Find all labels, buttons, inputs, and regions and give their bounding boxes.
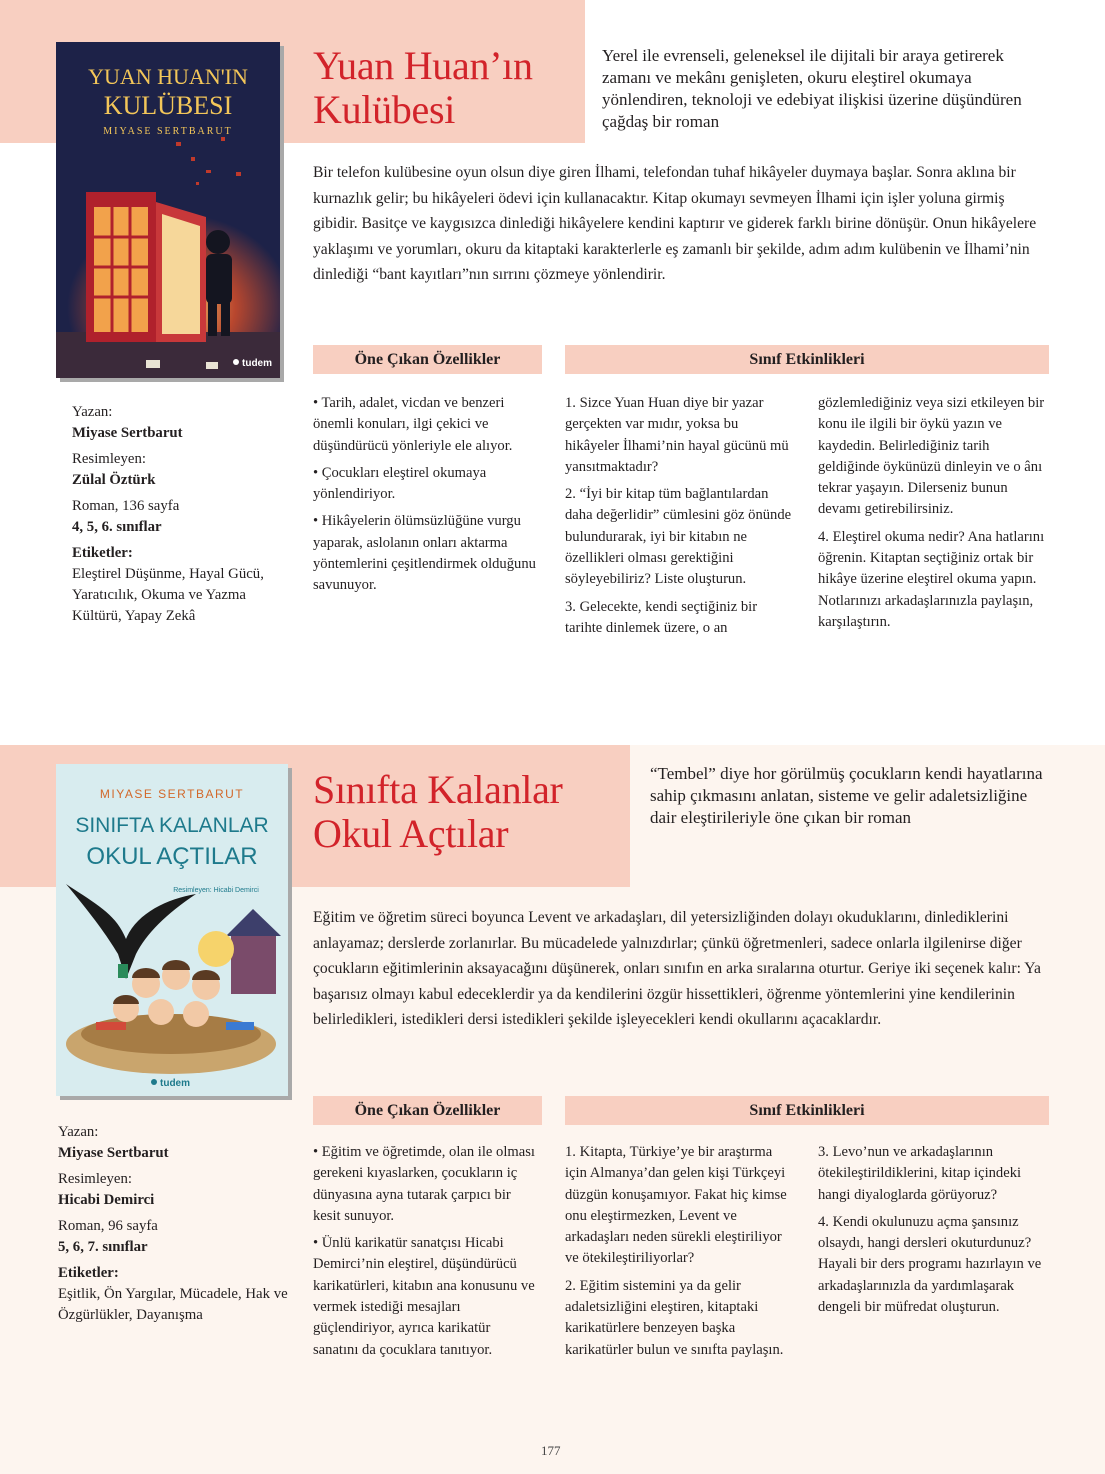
feature-item: • Ünlü karikatür sanatçısı Hicabi Demirci’nin eleştirel, düşündürücü karikatürleri, kitabın ana konusunu ve vermek istediği mesajları güçlendiriyor, ayrıca karikatür sanatını da çocuklara tanıtıyor. bbox=[313, 1235, 535, 1358]
features-list-2 bbox=[313, 1142, 538, 1367]
illustrator-label: Resimleyen: bbox=[58, 1171, 132, 1187]
activity-item: 3. Gelecekte, kendi seçtiğiniz bir tarihte dinlemek üzere, o an bbox=[565, 598, 758, 636]
cover-1-title-line1: YUAN HUAN'IN bbox=[88, 64, 248, 89]
book-2-tagline: “Tembel” diye hor görülmüş çocukların kendi hayatlarına sahip çıkmasını anlatan, sisteme ve gelir adaletsizliğine dair eleştirileriyle öne çıkan bir roman bbox=[650, 764, 1043, 827]
activities-col1-1 bbox=[565, 393, 795, 645]
cover-2-author: MIYASE SERTBARUT bbox=[99, 787, 245, 801]
author-name: Miyase Sertbarut bbox=[58, 1145, 169, 1161]
book-1-title-line2: Kulübesi bbox=[313, 87, 456, 132]
book-1-meta bbox=[72, 402, 272, 627]
feature-item: • Tarih, adalet, vicdan ve benzeri önemli konuları, ilgi çekici ve düşündürücü yönleriyle ele alıyor. bbox=[313, 395, 513, 454]
cover-1-title-line2: KULÜBESI bbox=[103, 91, 233, 120]
activity-item: gözlemlediğiniz veya sizi etkileyen bir konu ile ilgili bir öykü yazın ve kaydedin. Belirlediğiniz tarih geldiğinde öykünüzü dinleyin ve o ânı tekrar yaşayın. Dilerseniz bunun devamı getirebilirsiniz. bbox=[818, 395, 1045, 518]
activities-col1-2 bbox=[565, 1142, 795, 1367]
feature-item: • Çocukları eleştirel okumaya yönlendiriyor. bbox=[313, 464, 487, 503]
activities-header-2: Sınıf Etkinlikleri bbox=[565, 1096, 1049, 1125]
cover-2-illustrator-note: Resimleyen: Hicabi Demirci bbox=[173, 887, 259, 894]
illustrator-name: Zülal Öztürk bbox=[72, 472, 156, 488]
activities-col2-1 bbox=[818, 393, 1048, 639]
activity-item: 3. Levo’nun ve arkadaşlarının ötekileştirildiklerini, kitap içindeki hangi diyaloglarda görüyoruz? bbox=[818, 1144, 1022, 1203]
activities-header-1: Sınıf Etkinlikleri bbox=[565, 345, 1049, 374]
cover-1-author: MIYASE SERTBARUT bbox=[103, 126, 233, 137]
book-1-tagline: Yerel ile evrenseli, geleneksel ile dijitali bir araya getirerek zamanı ve mekânı genişleten, okuru eleştirel okumaya yönlendiren, teknoloji ve edebiyat ilişkisi üzerine düşündüren çağdaş bir roman bbox=[602, 46, 1022, 131]
feature-item: • Eğitim ve öğretimde, olan ile olması gerekeni kıyaslarken, çocukların iç dünyasına ayna tutarak çarpıcı bir kesit sunuyor. bbox=[313, 1144, 535, 1224]
features-header-1: Öne Çıkan Özellikler bbox=[313, 345, 542, 374]
book-cover-2 bbox=[56, 764, 288, 1096]
book-1-title bbox=[313, 44, 533, 132]
book-format: Roman, 96 sayfa bbox=[58, 1218, 158, 1234]
book-1-title-line1: Yuan Huan’ın bbox=[313, 43, 533, 88]
tags-list: Eşitlik, Ön Yargılar, Mücadele, Hak ve Özgürlükler, Dayanışma bbox=[58, 1286, 288, 1323]
activity-item: 4. Eleştirel okuma nedir? Ana hatlarını öğrenin. Kitaptan seçtiğiniz ortak bir hikâye üzerine eleştirel okuma yapın. Notlarınızı arkadaşlarınızla paylaşın, karşılaştırın. bbox=[818, 528, 1045, 630]
book-2-title bbox=[313, 768, 563, 856]
book-format: Roman, 136 sayfa bbox=[72, 498, 180, 514]
book-2-summary: Eğitim ve öğretim süreci boyunca Levent ve arkadaşları, dil yetersizliğinden dolayı okuduklarını, dinlediklerini anlayamaz; derslerde zorlanırlar. Bu mücadelede yalnızdırlar; çünkü öğretmenleri, sadece onlarla ilgilenirse diğer çocukların eğitimlerinin aksayacağını düşünerek, onları sınıfın en arka sıralarına oturtur. Geriye iki seçenek kalır: Ya başarısız olmayı kabul edeceklerdir ya da kendilerini özgür hissettikleri, öğrenme yöntemlerini yine kendilerinin belirledikleri, istedikleri dersi istedikleri şekilde işleyecekleri kendi okullarını açacaklardır. bbox=[313, 909, 1041, 1028]
activity-item: 1. Kitapta, Türkiye’ye bir araştırma için Almanya’dan gelen kişi Türkçeyi düzgün konuşamıyor. Fakat hiç kimse onu eleştirmezken, Levent ve arkadaşları neden sürekli eleştiriliyor ve ötekileştiriliyorlar? bbox=[565, 1144, 787, 1267]
activity-item: 2. “İyi bir kitap tüm bağlantılardan daha değerlidir” cümlesini göz önünde bulundurarak, iyi bir kitabın ne özellikleri olması gerektiğini söyleyebiliriz? Liste oluşturun. bbox=[565, 486, 792, 588]
book-2-title-line2: Okul Açtılar bbox=[313, 811, 509, 856]
tags-label: Etiketler: bbox=[72, 545, 133, 561]
cover-1-publisher: tudem bbox=[242, 358, 272, 369]
book-2-meta bbox=[58, 1122, 293, 1326]
features-list-1 bbox=[313, 393, 538, 603]
features-header-2: Öne Çıkan Özellikler bbox=[313, 1096, 542, 1125]
author-name: Miyase Sertbarut bbox=[72, 425, 183, 441]
book-cover-1 bbox=[56, 42, 280, 378]
activity-item: 1. Sizce Yuan Huan diye bir yazar gerçekten var mıdır, yoksa bu hikâyeler İlhami’nin hayal gücünü mü yansıtmaktadır? bbox=[565, 395, 789, 475]
tags-list: Eleştirel Düşünme, Hayal Gücü, Yaratıcılık, Okuma ve Yazma Kültürü, Yapay Zekâ bbox=[72, 566, 264, 624]
feature-item: • Hikâyelerin ölümsüzlüğüne vurgu yaparak, aslolanın onları aktarma yöntemlerini çeşitlendirmek olduğunu savunuyor. bbox=[313, 513, 536, 594]
page-number: 177 bbox=[541, 1443, 561, 1458]
illustrator-name: Hicabi Demirci bbox=[58, 1192, 155, 1208]
activities-col2-2 bbox=[818, 1142, 1048, 1324]
tags-label: Etiketler: bbox=[58, 1265, 119, 1281]
author-label: Yazan: bbox=[58, 1124, 99, 1140]
book-grades: 5, 6, 7. sınıflar bbox=[58, 1239, 148, 1255]
activity-item: 2. Eğitim sistemini ya da gelir adaletsizliğini eleştiren, kitaptaki karikatürlere benzeyen başka karikatürler bulun ve sınıfta paylaşın. bbox=[565, 1277, 784, 1358]
book-2-title-line1: Sınıfta Kalanlar bbox=[313, 767, 563, 812]
cover-2-title-line1: SINIFTA KALANLAR bbox=[75, 814, 269, 837]
author-label: Yazan: bbox=[72, 404, 113, 420]
book-1-summary: Bir telefon kulübesine oyun olsun diye giren İlhami, telefondan tuhaf hikâyeler duymaya başlar. Sonra aklına bir kurnazlık gelir; bu hikâyeleri ödevi için kullanacaktır. Kitap okumayı sevmeyen İlhami için işler yoluna girmiş gibidir. Basitçe ve kaygısızca dinlediği hikâyelere kendini kaptırır ve giderek farklı birine dönüşür. Onun hikâyelere yaklaşımı ve yorumları, okuru da kitaptaki karakterlerle eş zamanlı bir şekilde, adım adım kulübenin ve İlhami’nin dinlediği “bant kayıtları”nın sırrını çözmeye yönlendirir. bbox=[313, 164, 1037, 283]
cover-2-title-line2: OKUL AÇTILAR bbox=[86, 843, 258, 870]
illustrator-label: Resimleyen: bbox=[72, 451, 146, 467]
activity-item: 4. Kendi okulunuzu açma şansınız olsaydı, hangi dersleri okuturdunuz? Hayali bir ders programı hazırlayın ve arkadaşlarınızla da yardımlaşarak dengeli bir müfredat oluşturun. bbox=[818, 1213, 1042, 1316]
cover-2-publisher: tudem bbox=[160, 1078, 190, 1089]
book-grades: 4, 5, 6. sınıflar bbox=[72, 519, 162, 535]
